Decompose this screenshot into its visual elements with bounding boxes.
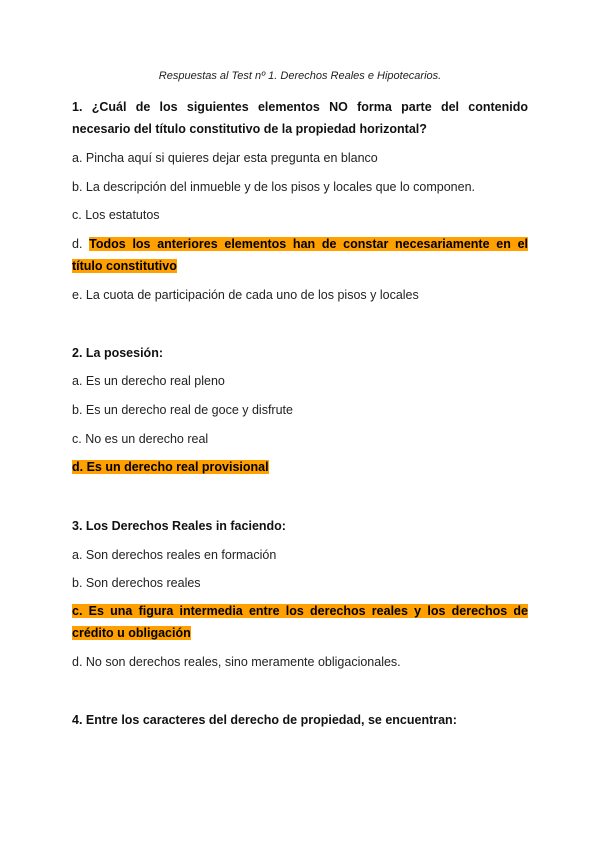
correct-answer-1: Todos los anteriores elementos han de constar necesariamente en el título constitutivo (72, 237, 528, 273)
option-1c: c. Los estatutos (72, 208, 160, 222)
question-2: 2. La posesión: (72, 346, 163, 360)
correct-answer-3: c. Es una figura intermedia entre los derechos reales y los derechos de crédito u obligación (72, 604, 528, 640)
question-4: 4. Entre los caracteres del derecho de propiedad, se encuentran: (72, 713, 457, 727)
option-2c: c. No es un derecho real (72, 432, 209, 446)
option-1a: a. Pincha aquí si quieres dejar esta pregunta en blanco (72, 151, 378, 165)
question-3: 3. Los Derechos Reales in faciendo: (72, 519, 286, 533)
option-2d (72, 457, 528, 479)
option-2a: a. Es un derecho real pleno (72, 374, 225, 388)
option-1e: e. La cuota de participación de cada uno de los pisos y locales (72, 288, 419, 302)
question-1: 1. ¿Cuál de los siguientes elementos NO forma parte del contenido necesario del título constitutivo de la propiedad horizontal? (72, 100, 528, 136)
option-1b: b. La descripción del inmueble y de los pisos y locales que lo componen. (72, 180, 476, 194)
option-3d: d. No son derechos reales, sino meramente obligacionales. (72, 655, 401, 669)
option-1d (72, 234, 528, 277)
option-2b: b. Es un derecho real de goce y disfrute (72, 403, 293, 417)
option-1d-letter: d. (72, 237, 90, 251)
option-3b: b. Son derechos reales (72, 576, 201, 590)
option-3a: a. Son derechos reales en formación (72, 548, 277, 562)
correct-answer-2: d. Es un derecho real provisional (72, 460, 269, 474)
option-3c (72, 601, 528, 644)
document-title: Respuestas al Test nº 1. Derechos Reales e Hipotecarios. (158, 70, 442, 82)
